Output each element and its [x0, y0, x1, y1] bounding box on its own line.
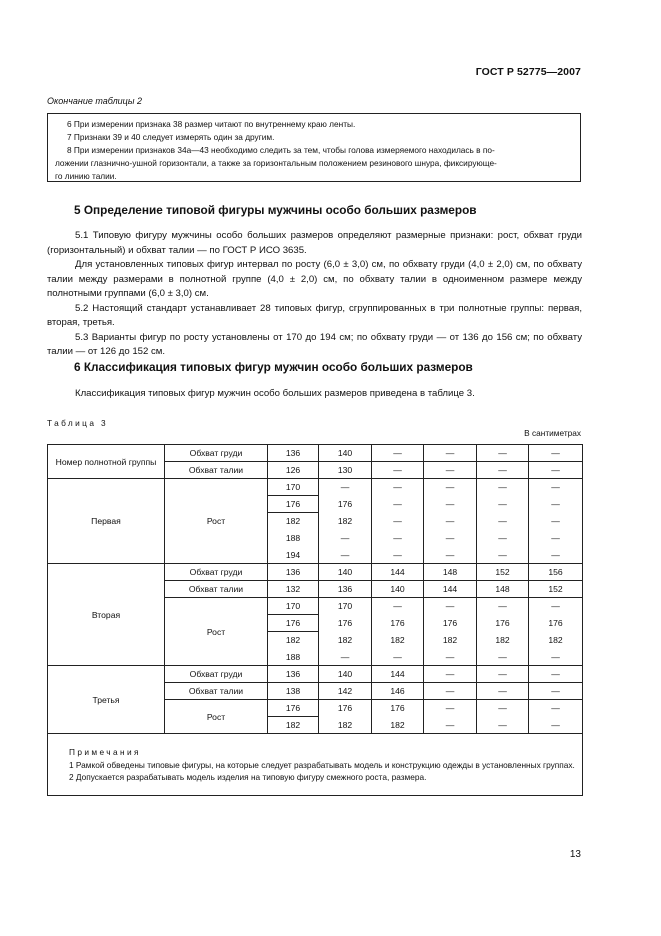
- table-cell: —: [372, 513, 424, 530]
- paragraph-5-2: 5.2 Настоящий стандарт устанавливает 28 типовых фигур, сгруппированных в три полнотные группы: первая, вторая, третья.: [47, 302, 582, 328]
- table-cell: —: [477, 717, 529, 734]
- table-cell: 182: [319, 717, 372, 734]
- table-cell: 140: [319, 445, 372, 462]
- table-3-caption: Таблица 3: [47, 418, 109, 428]
- table-cell: —: [477, 598, 529, 615]
- table-cell: —: [424, 683, 477, 700]
- table-cell: 156: [529, 564, 583, 581]
- table-cell: —: [372, 649, 424, 666]
- table-cell: 182: [268, 632, 319, 649]
- note-6: 6 При измерении признака 38 размер читают по внутреннему краю ленты.: [67, 119, 356, 129]
- table-cell: —: [477, 479, 529, 496]
- height-label: Рост: [165, 598, 268, 666]
- table-cell: —: [424, 479, 477, 496]
- waist-label: Обхват талии: [165, 462, 268, 479]
- table-cell: —: [529, 513, 583, 530]
- table-cell: 140: [372, 581, 424, 598]
- table-continuation-caption: Окончание таблицы 2: [47, 96, 142, 106]
- table-row: [48, 734, 583, 796]
- table-cell: —: [424, 445, 477, 462]
- table-cell: —: [424, 649, 477, 666]
- table-notes: [48, 734, 583, 796]
- table-row: [48, 479, 583, 496]
- table-cell: —: [529, 683, 583, 700]
- table-cell: —: [477, 445, 529, 462]
- table-cell: —: [529, 666, 583, 683]
- note-8-line-1: 8 При измерении признаков 34а—43 необходимо следить за тем, чтобы голова измеряемого находилась в по-: [67, 145, 495, 155]
- table-cell: 182: [372, 632, 424, 649]
- table-cell: —: [424, 513, 477, 530]
- table-cell: —: [372, 547, 424, 564]
- previous-table-notes: [47, 113, 581, 182]
- table-cell: —: [372, 598, 424, 615]
- table-cell: 182: [268, 717, 319, 734]
- table-cell: —: [424, 717, 477, 734]
- table-cell: —: [372, 496, 424, 513]
- table-note-2: 2 Допускается разрабатывать модель изделия на типовую фигуру смежного роста, размера.: [69, 772, 427, 783]
- table-cell: —: [477, 547, 529, 564]
- table-cell: 138: [268, 683, 319, 700]
- table-cell: 132: [268, 581, 319, 598]
- table-cell: —: [529, 496, 583, 513]
- table-cell: 142: [319, 683, 372, 700]
- table-cell: 146: [372, 683, 424, 700]
- table-cell: 170: [268, 598, 319, 615]
- table-cell: —: [529, 462, 583, 479]
- group-number-header: Номер полнотной группы: [48, 445, 165, 479]
- table-cell: —: [529, 530, 583, 547]
- table-cell: 176: [372, 615, 424, 632]
- waist-label: Обхват талии: [165, 581, 268, 598]
- table-cell: —: [319, 530, 372, 547]
- framed-cell: 176: [268, 496, 319, 513]
- waist-label: Обхват талии: [165, 683, 268, 700]
- table-cell: 176: [529, 615, 583, 632]
- note-8-line-2: ложении глазнично-ушной горизонтали, а также за горизонтальным положением резинового шнура, фиксирующе-: [55, 158, 497, 168]
- table-cell: —: [424, 462, 477, 479]
- table-cell: —: [477, 700, 529, 717]
- table-cell: —: [529, 445, 583, 462]
- table-cell: 148: [477, 581, 529, 598]
- table-cell: —: [529, 700, 583, 717]
- section-6-body: [47, 387, 582, 402]
- table-cell: 144: [372, 666, 424, 683]
- table-cell: 176: [319, 700, 372, 717]
- table-cell: 170: [268, 479, 319, 496]
- table-cell: 188: [268, 530, 319, 547]
- table-cell: 140: [319, 564, 372, 581]
- paragraph-5-1-intervals: Для установленных типовых фигур интервал по росту (6,0 ± 3,0) см, по обхвату груди (4,0 ± 2,0) см, по обхвату талии между размерами в полнотной группе (4,0 ± 2,0) см, по обхвату талии в одноименном размере между полнотными группами (6,0 ± 3,0) см.: [47, 259, 582, 299]
- table-cell: 182: [424, 632, 477, 649]
- table-cell: 126: [268, 462, 319, 479]
- table-row: [48, 445, 583, 462]
- framed-cell: 176: [268, 700, 319, 717]
- table-cell: —: [477, 496, 529, 513]
- table-cell: —: [424, 496, 477, 513]
- table-cell: 176: [372, 700, 424, 717]
- table-cell: —: [424, 700, 477, 717]
- note-7: 7 Признаки 39 и 40 следует измерять один за другим.: [67, 132, 275, 142]
- table-cell: —: [477, 530, 529, 547]
- table-cell: —: [424, 598, 477, 615]
- table-note-1: 1 Рамкой обведены типовые фигуры, на которые следует разрабатывать модель и конструкцию одежды в установленных группах.: [69, 759, 575, 770]
- table-cell: 182: [319, 632, 372, 649]
- table-cell: 148: [424, 564, 477, 581]
- table-3: [47, 444, 583, 796]
- table-cell: 140: [319, 666, 372, 683]
- table-cell: —: [529, 547, 583, 564]
- chest-label: Обхват груди: [165, 666, 268, 683]
- table-cell: 144: [424, 581, 477, 598]
- table-cell: 188: [268, 649, 319, 666]
- table-cell: 136: [268, 666, 319, 683]
- table-row: [48, 666, 583, 683]
- table-cell: —: [529, 598, 583, 615]
- section-5-title: 5 Определение типовой фигуры мужчины особо больших размеров: [74, 203, 477, 217]
- table-cell: 182: [268, 513, 319, 530]
- table-row: [48, 564, 583, 581]
- table-cell: 144: [372, 564, 424, 581]
- table-cell: —: [529, 717, 583, 734]
- table-cell: 182: [372, 717, 424, 734]
- framed-cell: 176: [268, 615, 319, 632]
- group-name: Первая: [48, 479, 165, 564]
- paragraph-6: Классификация типовых фигур мужчин особо больших размеров приведена в таблице 3.: [75, 388, 475, 399]
- table-cell: 130: [319, 462, 372, 479]
- height-label: Рост: [165, 700, 268, 734]
- table-cell: 136: [319, 581, 372, 598]
- notes-title: Примечания: [69, 747, 141, 758]
- table-cell: —: [319, 649, 372, 666]
- table-cell: 182: [477, 632, 529, 649]
- table-cell: 170: [319, 598, 372, 615]
- section-6-title: 6 Классификация типовых фигур мужчин особо больших размеров: [74, 360, 473, 374]
- table-cell: 176: [319, 615, 372, 632]
- table-cell: —: [529, 649, 583, 666]
- table-cell: 182: [529, 632, 583, 649]
- table-cell: —: [372, 445, 424, 462]
- table-cell: 152: [529, 581, 583, 598]
- table-cell: —: [319, 479, 372, 496]
- table-cell: —: [529, 479, 583, 496]
- table-3-units: В сантиметрах: [524, 428, 581, 438]
- table-cell: —: [477, 666, 529, 683]
- table-cell: —: [319, 547, 372, 564]
- table-cell: —: [477, 462, 529, 479]
- document-code: ГОСТ Р 52775—2007: [475, 66, 581, 78]
- table-cell: 176: [477, 615, 529, 632]
- page-number: 13: [569, 849, 581, 860]
- table-cell: 194: [268, 547, 319, 564]
- table-cell: —: [424, 547, 477, 564]
- table-cell: —: [372, 462, 424, 479]
- table-cell: —: [424, 530, 477, 547]
- table-cell: —: [372, 479, 424, 496]
- table-cell: 182: [319, 513, 372, 530]
- table-cell: 176: [319, 496, 372, 513]
- table-cell: —: [477, 683, 529, 700]
- group-name: Третья: [48, 666, 165, 734]
- group-name: Вторая: [48, 564, 165, 666]
- table-cell: —: [477, 513, 529, 530]
- table-cell: —: [424, 666, 477, 683]
- note-8-line-3: го линию талии.: [55, 171, 117, 181]
- table-cell: 136: [268, 564, 319, 581]
- height-label: Рост: [165, 479, 268, 564]
- table-cell: —: [477, 649, 529, 666]
- paragraph-5-3: 5.3 Варианты фигур по росту установлены от 170 до 194 см; по обхвату груди — от 136 до 156 см; по обхвату талии — от 126 до 152 см.: [47, 331, 582, 357]
- paragraph-5-1: 5.1 Типовую фигуру мужчины особо больших размеров определяют размерные признаки: рост, обхват груди (горизонтальный) и обхват талии — по ГОСТ Р ИСО 3635.: [47, 230, 582, 256]
- chest-label: Обхват груди: [165, 445, 268, 462]
- table-cell: —: [372, 530, 424, 547]
- chest-label: Обхват груди: [165, 564, 268, 581]
- table-cell: 176: [424, 615, 477, 632]
- table-cell: 152: [477, 564, 529, 581]
- table-cell: 136: [268, 445, 319, 462]
- section-5-body: [47, 229, 582, 360]
